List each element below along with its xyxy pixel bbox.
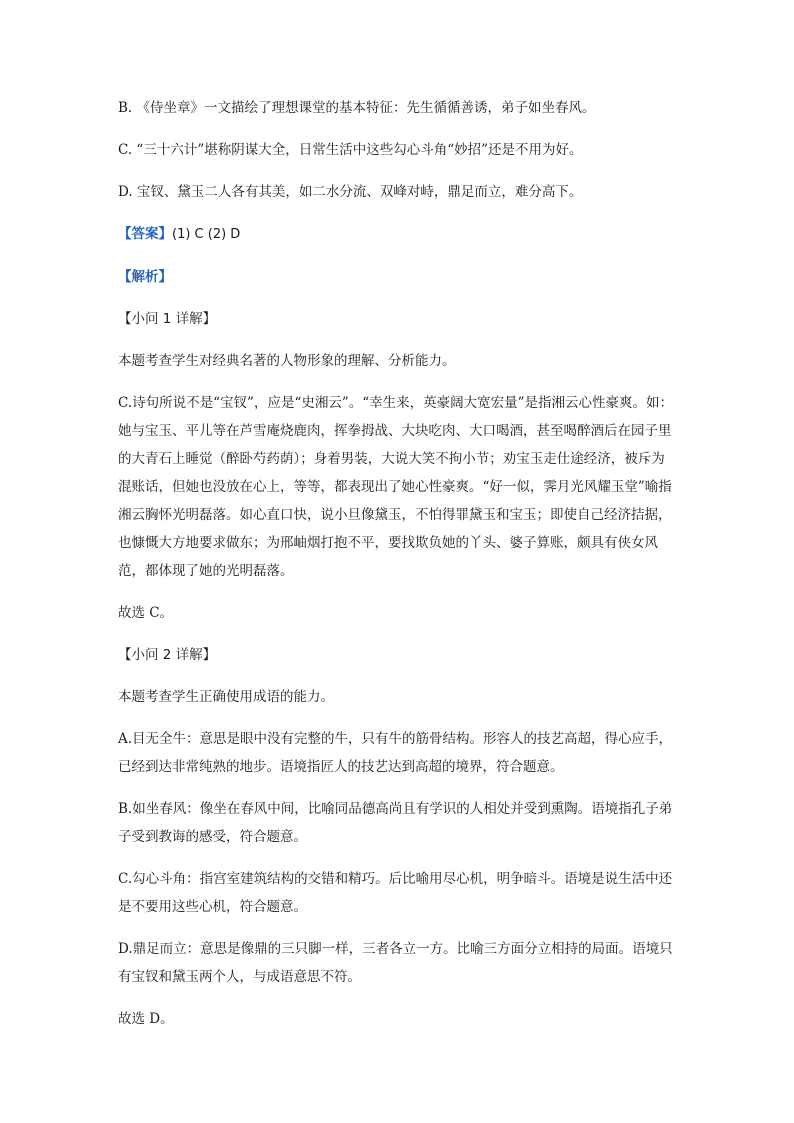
analysis-line [118,263,678,291]
option-d: D. 宝钗、黛玉二人各有其美，如二水分流、双峰对峙，鼎足而立，难分高下。 [118,184,583,200]
option-b: B. 《侍坐章》一文描绘了理想课堂的基本特征：先生循循善诱，弟子如坐春风。 [118,100,596,116]
analysis-label: 【解析】 [118,269,172,285]
q1-intro: 本题考查学生对经典名著的人物形象的理解、分析能力。 [118,353,456,369]
q1-heading: 【小问 1 详解】 [118,311,217,327]
q2-item-a: A.目无全牛：意思是眼中没有完整的牛，只有牛的筋骨结构。形容人的技艺高超，得心应手，已经到达非常纯熟的地步。语境指匠人的技艺达到高超的境界，符合题意。 [118,731,673,775]
option-c: C. “三十六计”堪称阴谋大全，日常生活中这些勾心斗角“妙招”还是不用为好。 [118,142,583,158]
document-page [118,94,678,1033]
q2-item-b: B.如坐春风：像坐在春风中间，比喻同品德高尚且有学识的人相处并受到熏陶。语境指孔子弟子受到教诲的感受，符合题意。 [118,801,673,845]
q2-item-d: D.鼎足而立：意思是像鼎的三只脚一样，三者各立一方。比喻三方面分立相持的局面。语境只有宝钗和黛玉两个人，与成语意思不符。 [118,941,673,985]
q1-conclusion: 故选 C。 [118,605,174,621]
q2-heading: 【小问 2 详解】 [118,647,217,663]
q2-conclusion: 故选 D。 [118,1011,174,1027]
answer-line [118,220,678,249]
q1-body: C.诗句所说不是“宝钗”，应是“史湘云”。“幸生来，英豪阔大宽宏量”是指湘云心性豪爽。如：她与宝玉、平儿等在芦雪庵烧鹿肉，挥拳拇战、大块吃肉、大口喝酒，甚至喝醉酒后在园子里的大青石上睡觉（醉卧芍药荫）；身着男装，大说大笑不拘小节；劝宝玉走仕途经济，被斥为混账话，但她也没放在心上，等等，都表现出了她心性豪爽。“好一似，霁月光风耀玉堂”喻指湘云胸怀光明磊落。如心直口快，说小旦像黛玉，不怕得罪黛玉和宝玉；即使自己经济拮据，也慷慨大方地要求做东；为邢岫烟打抱不平，要找欺负她的丫头、婆子算账，颇具有侠女风范，都体现了她的光明磊落。 [118,395,674,579]
q2-intro: 本题考查学生正确使用成语的能力。 [118,689,334,705]
answer-label: 【答案】 [118,226,172,242]
q2-item-c: C.勾心斗角：指宫室建筑结构的交错和精巧。后比喻用尽心机，明争暗斗。语境是说生活中还是不要用这些心机，符合题意。 [118,871,673,915]
answer-value: (1) C (2) D [172,227,241,242]
